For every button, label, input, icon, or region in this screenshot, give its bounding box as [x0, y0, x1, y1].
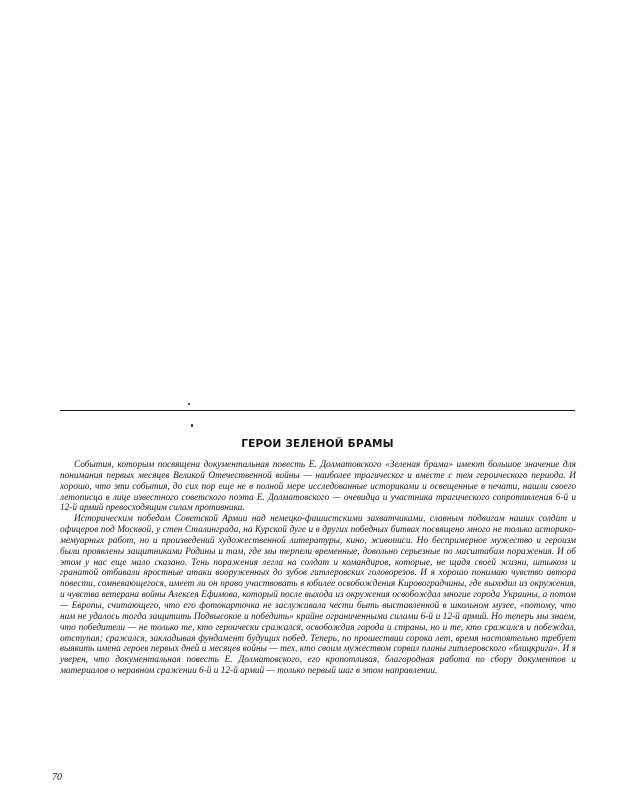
paragraph-main: Историческим победам Советской Армии над немецко-фашистскими захватчиками, славным подвигам наших солдат и офицеров под Москвой, у стен Сталинграда, на Курской дуге и в других победных битвах посвящено много не только историко-мемуарных работ, но и произведений художественной литературы, кино, живописи. Но беспримерное мужество и героизм были проявлены защитниками Родины и там, где мы терпели временные, довольно серьезные по масштабам поражения. И об этом у нас еще мало сказано. Тень поражения легла на солдат и командиров, которые, не щадя своей жизни, штыком и гранатой отбивали яростные атаки вооруженных до зубов гитлеровских головорезов. И я хорошо понимаю чувство автора повести, сомневающегося, имеет ли он право участвовать в юбилее освобождения Кировоградчины, где выходил из окружения, и чувства ветерана войны Алексея Ефимова, который после выхода из окружения освобождал многие города Украины, а потом — Европы, считающего, что его фотокарточка не заслуживала чести быть выставленной в школьном музее, «потому, что нам не удалось тогда защитить Подвысокое и победить» крайне ограниченными силами 6-й и 12-й армий. Но теперь мы знаем, что победители — не только те, кто героически сражался, освобождая города и страны, но и те, кто сражался и побеждал, отступая; сражался, закладывая фундамент будущих побед. Теперь, по прошествии сорока лет, время настоятельно требует выявить имена героев первых дней и месяцев войны — тех, кто своим мужеством сорвал планы гитлеровского «блицкрига». И я уверен, что документальная повесть Е. Долматовского, его кропотливая, благородная работа по сбору документов и материалов о неравном сражении 6-й и 12-й армий — только первый шаг в этом направлении. — [60, 514, 576, 677]
page-number: 70 — [52, 772, 62, 783]
article-title: ГЕРОИ ЗЕЛЕНОЙ БРАМЫ — [241, 438, 394, 450]
section-divider — [60, 410, 575, 411]
article-body — [60, 460, 576, 677]
print-speck — [188, 403, 190, 405]
print-speck — [191, 424, 193, 427]
paragraph-intro: События, которым посвящена документальная повесть Е. Долматовского «Зеленая брама» имеют большое значение для понимания первых месяцев Великой Отечественной войны — наиболее трагическог и вместе с тем героического периода. И хорошо, что эти события, до сих пор еще не в полной мере исследованные историками и освещенные в печати, нашли своего летописца в лице известного советского поэта Е. Долматовского — очевидца и участника трагического сопротивления 6-й и 12-й армий превосходящим силам противника. — [60, 460, 576, 514]
